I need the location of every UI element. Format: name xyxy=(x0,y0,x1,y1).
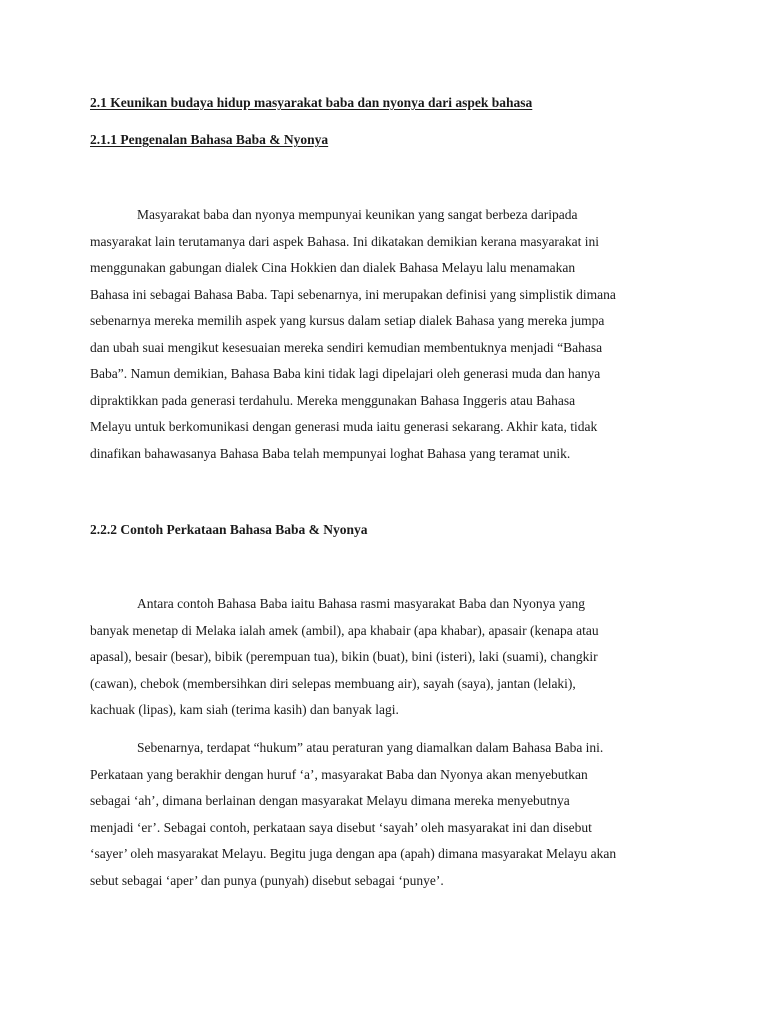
paragraph-line: ‘sayer’ oleh masyarakat Melayu. Begitu juga dengan apa (apah) dimana masyarakat Melayu akan xyxy=(90,846,617,861)
paragraph-line: menjadi ‘er’. Sebagai contoh, perkataan saya disebut ‘sayah’ oleh masyarakat ini dan disebut xyxy=(90,819,592,835)
paragraph-line: dipraktikkan pada generasi terdahulu. Mereka menggunakan Bahasa Inggeris atau Bahasa xyxy=(90,392,576,408)
paragraph-line: kachuak (lipas), kam siah (terima kasih) dan banyak lagi. xyxy=(90,702,399,717)
paragraph-line: dan ubah suai mengikut kesesuaian mereka sendiri kemudian membentuknya menjadi “Bahasa xyxy=(90,339,603,355)
paragraph-line: Melayu untuk berkomunikasi dengan generasi muda iaitu generasi sekarang. Akhir kata, tidak xyxy=(90,419,598,434)
paragraph-introduction xyxy=(90,202,690,467)
paragraph-line: menggunakan gabungan dialek Cina Hokkien dan dialek Bahasa Melayu lalu menamakan xyxy=(90,260,576,275)
paragraph-line: banyak menetap di Melaka ialah amek (ambil), apa khabair (apa khabar), apasair (kenapa atau xyxy=(90,622,599,638)
paragraph-rules xyxy=(90,735,690,894)
paragraph-line: Baba”. Namun demikian, Bahasa Baba kini tidak lagi dipelajari oleh generasi muda dan hanya xyxy=(90,366,601,381)
paragraph-line: dinafikan bahawasanya Bahasa Baba telah mempunyai loghat Bahasa yang teramat unik. xyxy=(90,445,571,461)
paragraph-line: apasal), besair (besar), bibik (perempuan tua), bikin (buat), bini (isteri), laki (suami), changkir xyxy=(90,649,598,664)
paragraph-line: sebut sebagai ‘aper’ dan punya (punyah) disebut sebagai ‘punye’. xyxy=(90,872,444,888)
section-heading: 2.1 Keunikan budaya hidup masyarakat baba dan nyonya dari aspek bahasa xyxy=(90,95,533,110)
paragraph-line: Antara contoh Bahasa Baba iaitu Bahasa rasmi masyarakat Baba dan Nyonya yang xyxy=(137,596,585,611)
paragraph-line: sebenarnya mereka memilih aspek yang kursus dalam setiap dialek Bahasa yang mereka jumpa xyxy=(90,313,605,328)
paragraph-line: Perkataan yang berakhir dengan huruf ‘a’, masyarakat Baba dan Nyonya akan menyebutkan xyxy=(90,766,588,782)
paragraph-line: (cawan), chebok (membersihkan diri selepas membuang air), sayah (saya), jantan (lelaki), xyxy=(90,675,576,691)
paragraph-line: Masyarakat baba dan nyonya mempunyai keunikan yang sangat berbeza daripada xyxy=(137,207,578,222)
paragraph-line: sebagai ‘ah’, dimana berlainan dengan masyarakat Melayu dimana mereka menyebutnya xyxy=(90,793,570,808)
subsection-heading: 2.1.1 Pengenalan Bahasa Baba & Nyonya xyxy=(90,132,329,147)
paragraph-examples xyxy=(90,591,690,724)
paragraph-line: Bahasa ini sebagai Bahasa Baba. Tapi sebenarnya, ini merupakan definisi yang simplistik dimana xyxy=(90,286,616,302)
paragraph-line: masyarakat lain terutamanya dari aspek Bahasa. Ini dikatakan demikian kerana masyarakat ini xyxy=(90,233,600,249)
paragraph-line: Sebenarnya, terdapat “hukum” atau peraturan yang diamalkan dalam Bahasa Baba ini. xyxy=(137,740,604,755)
subsection-heading-examples: 2.2.2 Contoh Perkataan Bahasa Baba & Nyonya xyxy=(90,522,368,537)
